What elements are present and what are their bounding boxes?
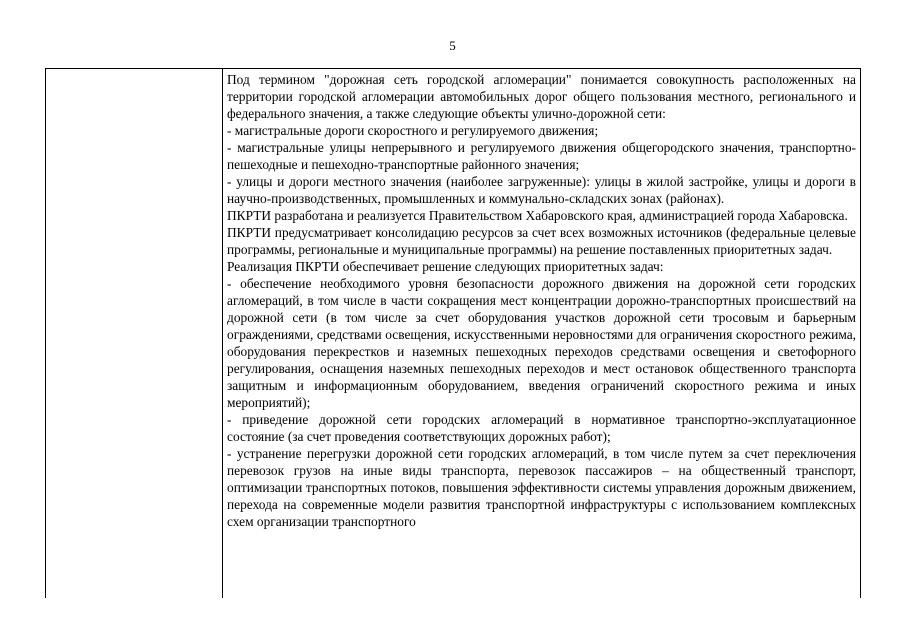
- content-table: [45, 68, 861, 598]
- paragraph-list-item: - магистральные дороги скоростного и регулируемого движения;: [227, 123, 599, 138]
- page-number: 5: [449, 38, 456, 53]
- paragraph-definition: Под термином "дорожная сеть городской агломерации" понимается совокупность расположенных на территории городской агломерации автомобильных дорог общего пользования местного, регионального и федерального значения, а также следующие объекты улично-дорожной сети:: [227, 72, 856, 121]
- paragraph-resources: ПКРТИ предусматривает консолидацию ресурсов за счет всех возможных источников (федеральные целевые программы, региональные и муниципальные программы) на решение поставленных приоритетных задач.: [227, 225, 856, 257]
- paragraph-task-item: - обеспечение необходимого уровня безопасности дорожного движения на дорожной сети городских агломераций, в том числе в части сокращения мест концентрации дорожно-транспортных происшествий на дорожной сети (в том числе за счет оборудования участков дорожной сети тросовым и барьерным ограждениями, средствами освещения, искусственными неровностями для ограничения скоростного режима, оборудования перекрестков и наземных пешеходных переходов средствами освещения и светофорного регулирования, оснащения наземных пешеходных переходов и мест остановок общественного транспорта защитным и информационным оборудованием, введения ограничений скоростного режима и иных мероприятий);: [227, 276, 856, 410]
- paragraph-task-item: - устранение перегрузки дорожной сети городских агломераций, в том числе путем за счет переключения перевозок грузов на иные виды транспорта, перевозок пассажиров – на общественный транспорт, оптимизации транспортных потоков, повышения эффективности системы управления дорожным движением, перехода на современные модели развития транспортной инфраструктуры с использованием комплексных схем организации транспортного: [227, 446, 856, 529]
- paragraph-tasks-intro: Реализация ПКРТИ обеспечивает решение следующих приоритетных задач:: [227, 259, 664, 274]
- table-right-cell: [223, 69, 860, 598]
- paragraph-list-item: - улицы и дороги местного значения (наиболее загруженные): улицы в жилой застройке, улицы и дороги в научно-производственных, промышленных и коммунально-складских зонах (районах).: [227, 174, 856, 206]
- paragraph-developer: ПКРТИ разработана и реализуется Правительством Хабаровского края, администрацией города Хабаровска.: [227, 208, 848, 223]
- table-left-cell: [46, 69, 223, 598]
- paragraph-task-item: - приведение дорожной сети городских агломераций в нормативное транспортно-эксплуатационное состояние (за счет проведения соответствующих дорожных работ);: [227, 412, 856, 444]
- paragraph-list-item: - магистральные улицы непрерывного и регулируемого движения общегородского значения, транспортно-пешеходные и пешеходно-транспортные районного значения;: [227, 140, 856, 172]
